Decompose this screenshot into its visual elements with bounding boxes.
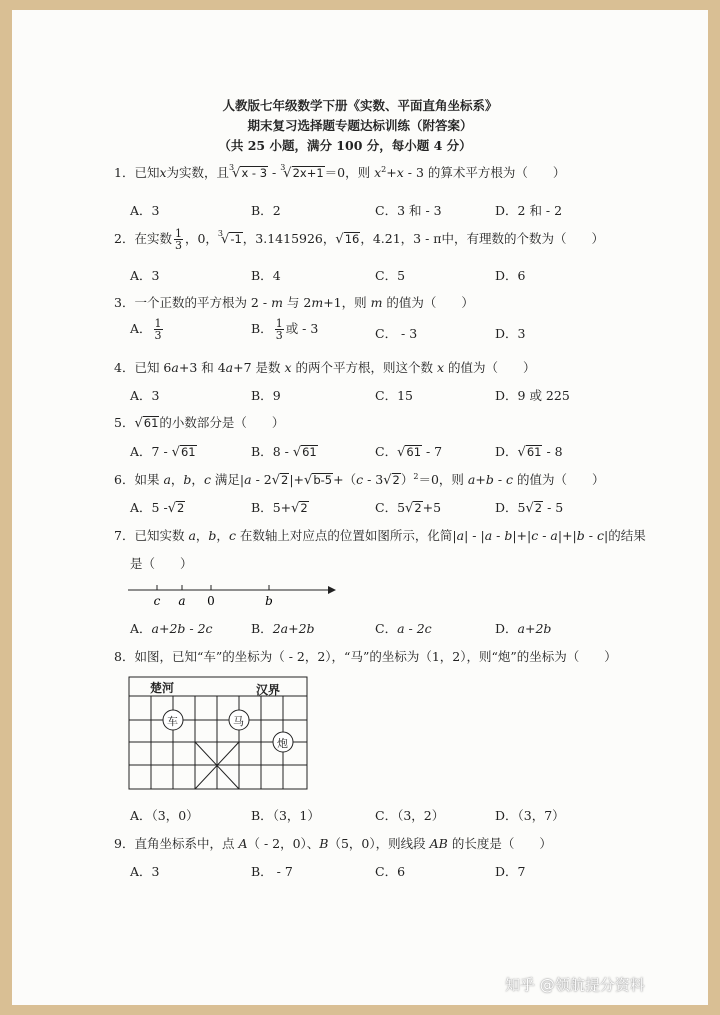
option-text: 6 — [517, 268, 526, 283]
q6-text: 满足| — [210, 472, 245, 487]
q4-option-c[interactable] — [375, 386, 413, 404]
option-label: D． — [495, 444, 518, 459]
q6-var: b — [485, 472, 494, 487]
option-text: 或 - 3 — [285, 321, 319, 336]
q1-root-index: 3 — [229, 163, 235, 172]
board-label-hanjie: 汉界 — [256, 683, 281, 697]
option-label: B． — [251, 864, 273, 879]
option-label: B． — [251, 388, 273, 403]
q7-var: b — [576, 528, 585, 543]
option-text: 9 或 225 — [517, 388, 570, 403]
watermark: 知乎 @领航提分资料 — [505, 976, 645, 994]
option-text: 8 - — [272, 444, 293, 459]
q4-var: x — [437, 360, 445, 375]
option-text: a+2b - 2c — [151, 621, 213, 636]
q7-option-d[interactable] — [495, 619, 551, 637]
q7-var: a — [188, 528, 196, 543]
q3-option-c[interactable] — [375, 324, 417, 342]
board-label-chuhe: 楚河 — [150, 681, 175, 695]
q4-var: x — [284, 360, 292, 375]
q2-radicand: 16 — [344, 232, 360, 246]
radical-icon: √ — [134, 416, 143, 431]
option-text: 5+ — [272, 500, 292, 515]
option-text: a - 2c — [397, 621, 432, 636]
q9-number: 9． — [114, 836, 135, 851]
q5-option-b[interactable] — [251, 442, 318, 460]
q7-var: c — [596, 528, 604, 543]
option-text: 3 — [151, 203, 160, 218]
option-text: 5 — [397, 268, 406, 283]
q6-radicand: b-5 — [313, 473, 333, 487]
q2-fraction — [174, 228, 183, 251]
q6-text: +（ — [333, 472, 357, 487]
arrow-right-icon — [328, 586, 336, 594]
q7-text: - — [492, 528, 505, 543]
q7-text: - — [538, 528, 551, 543]
option-label: B． — [251, 444, 273, 459]
question-1 — [114, 163, 565, 181]
option-label: D． — [495, 500, 518, 515]
q1-option-d[interactable] — [495, 201, 562, 219]
q3-var: m — [271, 295, 283, 310]
q1-radicand: 2x+1 — [292, 166, 324, 180]
q7-text: |+| — [557, 528, 577, 543]
option-label: A． — [130, 321, 152, 336]
q7-var: a — [484, 528, 493, 543]
q3-text: 一个正数的平方根为 2 - — [134, 295, 272, 310]
q6-var: c — [506, 472, 514, 487]
piece-label-horse: 马 — [233, 715, 244, 728]
q1-minus: - — [268, 165, 281, 180]
q9-text: （5，0），则线段 — [328, 836, 430, 851]
q5-option-a[interactable] — [130, 442, 197, 460]
q7-var: c — [228, 528, 236, 543]
option-text: 4 — [272, 268, 281, 283]
option-label: D． — [495, 203, 518, 218]
option-label: C． — [375, 388, 398, 403]
q3-b-fraction — [275, 318, 284, 341]
option-text: 7 — [517, 864, 526, 879]
q6-var: c — [356, 472, 364, 487]
q1-text: + — [386, 165, 397, 180]
q1-text: ＝0，则 — [324, 165, 375, 180]
q3-var: m — [370, 295, 383, 310]
q6-text: 的值为（ ） — [513, 472, 605, 487]
q7-text: |+| — [512, 528, 532, 543]
q9-var: B — [319, 836, 329, 851]
option-text: - 5 — [543, 500, 564, 515]
q2-option-d[interactable] — [495, 266, 525, 284]
option-text: +5 — [422, 500, 442, 515]
q7-var: a — [550, 528, 558, 543]
q9-var: A — [238, 836, 248, 851]
q3-option-a[interactable] — [130, 318, 165, 341]
option-text: 7 - — [151, 444, 172, 459]
q6-var: a — [467, 472, 476, 487]
denominator: 3 — [174, 239, 182, 252]
axis-label-c: c — [153, 594, 161, 608]
q1-exponent: 2 — [381, 164, 387, 174]
number-line — [125, 580, 340, 610]
q7-text: ， — [195, 528, 209, 543]
title-line-1: 人教版七年级数学下册《实数、平面直角坐标系》 — [222, 98, 498, 113]
radicand: 61 — [406, 445, 422, 459]
option-text: （3，7） — [517, 808, 565, 823]
piece-label-cannon: 炮 — [277, 737, 288, 750]
option-label: A． — [130, 864, 152, 879]
q1-text: 已知 — [134, 165, 160, 180]
q7-number: 7． — [114, 528, 135, 543]
axis-label-b: b — [265, 594, 273, 608]
radical-icon: √ — [383, 473, 392, 488]
option-text: - 3 — [397, 326, 418, 341]
q6-text: ＝0，则 — [418, 472, 468, 487]
q9-option-a[interactable] — [130, 862, 159, 880]
radicand: 61 — [180, 445, 196, 459]
q1-root-index: 3 — [280, 163, 286, 172]
q4-text: 的两个平方根，则这个数 — [291, 360, 438, 375]
q4-option-a[interactable] — [130, 386, 159, 404]
q1-option-b[interactable] — [251, 201, 281, 219]
q7-line2: 是（ ） — [130, 556, 193, 571]
q2-number: 2． — [114, 231, 135, 246]
q3-a-fraction — [154, 318, 163, 341]
q5-radicand: 61 — [143, 416, 159, 430]
q1-var: x — [396, 165, 404, 180]
denominator: 3 — [275, 329, 283, 342]
option-text: 6 — [397, 864, 406, 879]
q2-text: 在实数 — [134, 231, 172, 246]
radical-icon: √ — [283, 166, 292, 181]
option-label: A． — [130, 388, 152, 403]
q3-text: 与 2 — [282, 295, 312, 310]
option-text: 3 — [517, 326, 526, 341]
question-2 — [114, 228, 604, 251]
q7-var: b — [504, 528, 513, 543]
q1-number: 1． — [114, 165, 135, 180]
q6-option-a[interactable] — [130, 498, 185, 516]
paper-sheet — [12, 10, 708, 1005]
option-text: 9 — [272, 388, 281, 403]
question-3 — [114, 293, 474, 311]
q6-option-c[interactable] — [375, 498, 441, 516]
question-7 — [114, 526, 646, 544]
option-text: 3 — [151, 864, 160, 879]
q9-option-b[interactable] — [251, 862, 293, 880]
radicand: 2 — [300, 501, 308, 515]
option-label: B． — [251, 808, 273, 823]
option-label: C． — [375, 268, 398, 283]
denominator: 3 — [154, 329, 162, 342]
q7-var: c — [531, 528, 539, 543]
q2-root-index: 3 — [217, 229, 224, 238]
option-text: 15 — [397, 388, 413, 403]
option-text: 2a+2b — [272, 621, 315, 636]
option-label: D． — [495, 621, 518, 636]
q8-number: 8． — [114, 649, 135, 664]
option-label: C． — [375, 203, 398, 218]
q7-var: b — [208, 528, 217, 543]
q8-option-b[interactable] — [251, 806, 320, 824]
q6-var: a — [163, 472, 171, 487]
option-text: 5 — [397, 500, 406, 515]
option-text: 2 — [272, 203, 281, 218]
q1-option-a[interactable] — [130, 201, 159, 219]
option-text: （3，1） — [272, 808, 320, 823]
q3-text: +1，则 — [323, 295, 371, 310]
radical-icon: √ — [517, 445, 526, 460]
radical-icon: √ — [271, 473, 281, 488]
q6-radicand: 2 — [281, 473, 289, 487]
q7-text: |的结果 — [603, 528, 646, 543]
q4-text: 已知 6 — [134, 360, 172, 375]
option-label: A． — [130, 444, 152, 459]
radicand: 61 — [526, 445, 542, 459]
radical-icon: √ — [304, 473, 313, 488]
numerator: 1 — [174, 227, 182, 240]
q8-text: 如图，已知“车”的坐标为（ - 2，2），“马”的坐标为（1，2），则“炮”的坐标为（ ） — [134, 649, 617, 664]
option-label: A． — [130, 808, 152, 823]
q8-option-d[interactable] — [495, 806, 565, 824]
q5-number: 5． — [114, 415, 135, 430]
q3-var: m — [311, 295, 324, 310]
q2-option-c[interactable] — [375, 266, 405, 284]
q5-option-c[interactable] — [375, 442, 442, 460]
option-label: B． — [251, 268, 273, 283]
q2-radicand: -1 — [230, 232, 242, 246]
radical-icon: √ — [292, 445, 302, 460]
option-label: D． — [495, 808, 518, 823]
q1-radicand: x - 3 — [241, 166, 268, 180]
question-6 — [114, 470, 605, 488]
q7-text: | - | — [464, 528, 485, 543]
radical-icon: √ — [405, 501, 414, 516]
q6-var: c — [203, 472, 211, 487]
q4-var: a — [225, 360, 234, 375]
q6-radicand: 2 — [392, 473, 400, 487]
option-text: - 7 — [272, 864, 293, 879]
question-9 — [114, 834, 552, 852]
q5-option-d[interactable] — [495, 442, 563, 460]
option-text: 3 和 - 3 — [397, 203, 442, 218]
radicand: 61 — [302, 445, 317, 459]
q7-text: 已知实数 — [134, 528, 189, 543]
numerator: 1 — [275, 317, 283, 330]
option-label: D． — [495, 388, 518, 403]
option-text: - 7 — [422, 444, 443, 459]
q4-var: a — [171, 360, 179, 375]
q1-option-c[interactable] — [375, 201, 442, 219]
q6-text: |+ — [289, 472, 305, 487]
option-label: A． — [130, 500, 152, 515]
q4-option-b[interactable] — [251, 386, 281, 404]
option-text: a+2b — [517, 621, 552, 636]
q2-option-b[interactable] — [251, 266, 281, 284]
option-label: C． — [375, 621, 398, 636]
title-line-2: 期末复习选择题专题达标训练（附答案） — [247, 118, 473, 133]
option-label: C． — [375, 864, 398, 879]
q7-text: ， — [216, 528, 229, 543]
q7-option-b[interactable] — [251, 619, 315, 637]
option-text: 5 — [517, 500, 526, 515]
question-4 — [114, 358, 536, 376]
q2-text: ，0， — [184, 231, 218, 246]
option-text: - 8 — [542, 444, 563, 459]
axis-label-zero: 0 — [207, 594, 215, 608]
q3-option-d[interactable] — [495, 324, 525, 342]
q9-var: AB — [429, 836, 448, 851]
option-label: A． — [130, 203, 152, 218]
axis-label-a: a — [178, 594, 186, 608]
q6-option-d[interactable] — [495, 498, 563, 516]
option-label: C． — [375, 500, 398, 515]
option-label: D． — [495, 326, 518, 341]
option-label: B． — [251, 203, 273, 218]
q6-text: - — [493, 472, 507, 487]
q3-text: 的值为（ ） — [382, 295, 474, 310]
radicand: 2 — [414, 501, 422, 515]
radical-icon: √ — [232, 166, 241, 181]
q3-number: 3． — [114, 295, 135, 310]
q8-option-a[interactable] — [130, 806, 199, 824]
q6-text: ， — [170, 472, 184, 487]
q6-text: 如果 — [134, 472, 164, 487]
q4-text: 的值为（ ） — [444, 360, 536, 375]
option-label: C． — [375, 808, 398, 823]
option-label: A． — [130, 268, 152, 283]
q7-text: 在数轴上对应点的位置如图所示，化简| — [235, 528, 457, 543]
q4-text: +3 和 4 — [178, 360, 226, 375]
piece-label-chariot: 车 — [167, 715, 178, 728]
q6-text: - 3 — [363, 472, 384, 487]
option-text: 3 — [151, 268, 160, 283]
q4-text: +7 是数 — [233, 360, 285, 375]
q6-var: a — [244, 472, 252, 487]
radical-icon: √ — [167, 501, 176, 516]
q4-option-d[interactable] — [495, 386, 570, 404]
option-text: 2 和 - 2 — [517, 203, 563, 218]
q4-number: 4． — [114, 360, 135, 375]
q1-text: - 3 的算术平方根为（ ） — [403, 165, 566, 180]
q7-text: - — [584, 528, 597, 543]
q9-text: 的长度是（ ） — [447, 836, 552, 851]
radicand: 2 — [534, 501, 543, 515]
option-text: 5 - — [151, 500, 168, 515]
q6-text: ） — [400, 472, 414, 487]
numerator: 1 — [154, 317, 162, 330]
q6-number: 6． — [114, 472, 135, 487]
q7-option-a[interactable] — [130, 619, 213, 637]
option-text: （3，0） — [151, 808, 199, 823]
radical-icon: √ — [335, 232, 344, 247]
option-label: D． — [495, 864, 518, 879]
option-label: B． — [251, 621, 273, 636]
q6-text: ， — [191, 472, 204, 487]
q3-option-b[interactable] — [251, 318, 318, 341]
option-text: 3 — [151, 388, 160, 403]
q6-option-b[interactable] — [251, 498, 309, 516]
q9-text: （ - 2，0）、 — [247, 836, 320, 851]
radical-icon: √ — [525, 501, 534, 516]
q8-option-c[interactable] — [375, 806, 444, 824]
q6-exponent: 2 — [413, 471, 419, 481]
option-label: D． — [495, 268, 518, 283]
option-label: C． — [375, 444, 398, 459]
q5-text: 的小数部分是（ ） — [159, 415, 285, 430]
radical-icon: √ — [397, 445, 406, 460]
option-text: （3，2） — [397, 808, 445, 823]
option-label: C． — [375, 326, 398, 341]
question-5 — [114, 413, 284, 431]
option-label: B． — [251, 500, 273, 515]
q9-option-d[interactable] — [495, 862, 525, 880]
subtitle: （共 25 小题，满分 100 分，每小题 4 分） — [218, 138, 472, 153]
radical-icon: √ — [221, 232, 230, 247]
q2-text: ，4.21，3 - π中，有理数的个数为（ ） — [360, 231, 604, 246]
q7-var: a — [456, 528, 465, 543]
q1-var: x — [374, 165, 382, 180]
q9-text: 直角坐标系中，点 — [134, 836, 239, 851]
option-label: B． — [251, 321, 273, 336]
radical-icon: √ — [291, 501, 300, 516]
q6-text: + — [475, 472, 486, 487]
q2-option-a[interactable] — [130, 266, 159, 284]
q1-var: x — [159, 165, 167, 180]
q7-option-c[interactable] — [375, 619, 432, 637]
q1-text: 为实数，且 — [166, 165, 230, 180]
radicand: 2 — [176, 501, 185, 515]
question-8 — [114, 647, 617, 665]
option-label: A． — [130, 621, 152, 636]
q2-text: ，3.1415926， — [242, 231, 336, 246]
radical-icon: √ — [171, 445, 180, 460]
q6-text: - 2 — [251, 472, 272, 487]
q6-var: b — [183, 472, 192, 487]
q9-option-c[interactable] — [375, 862, 405, 880]
